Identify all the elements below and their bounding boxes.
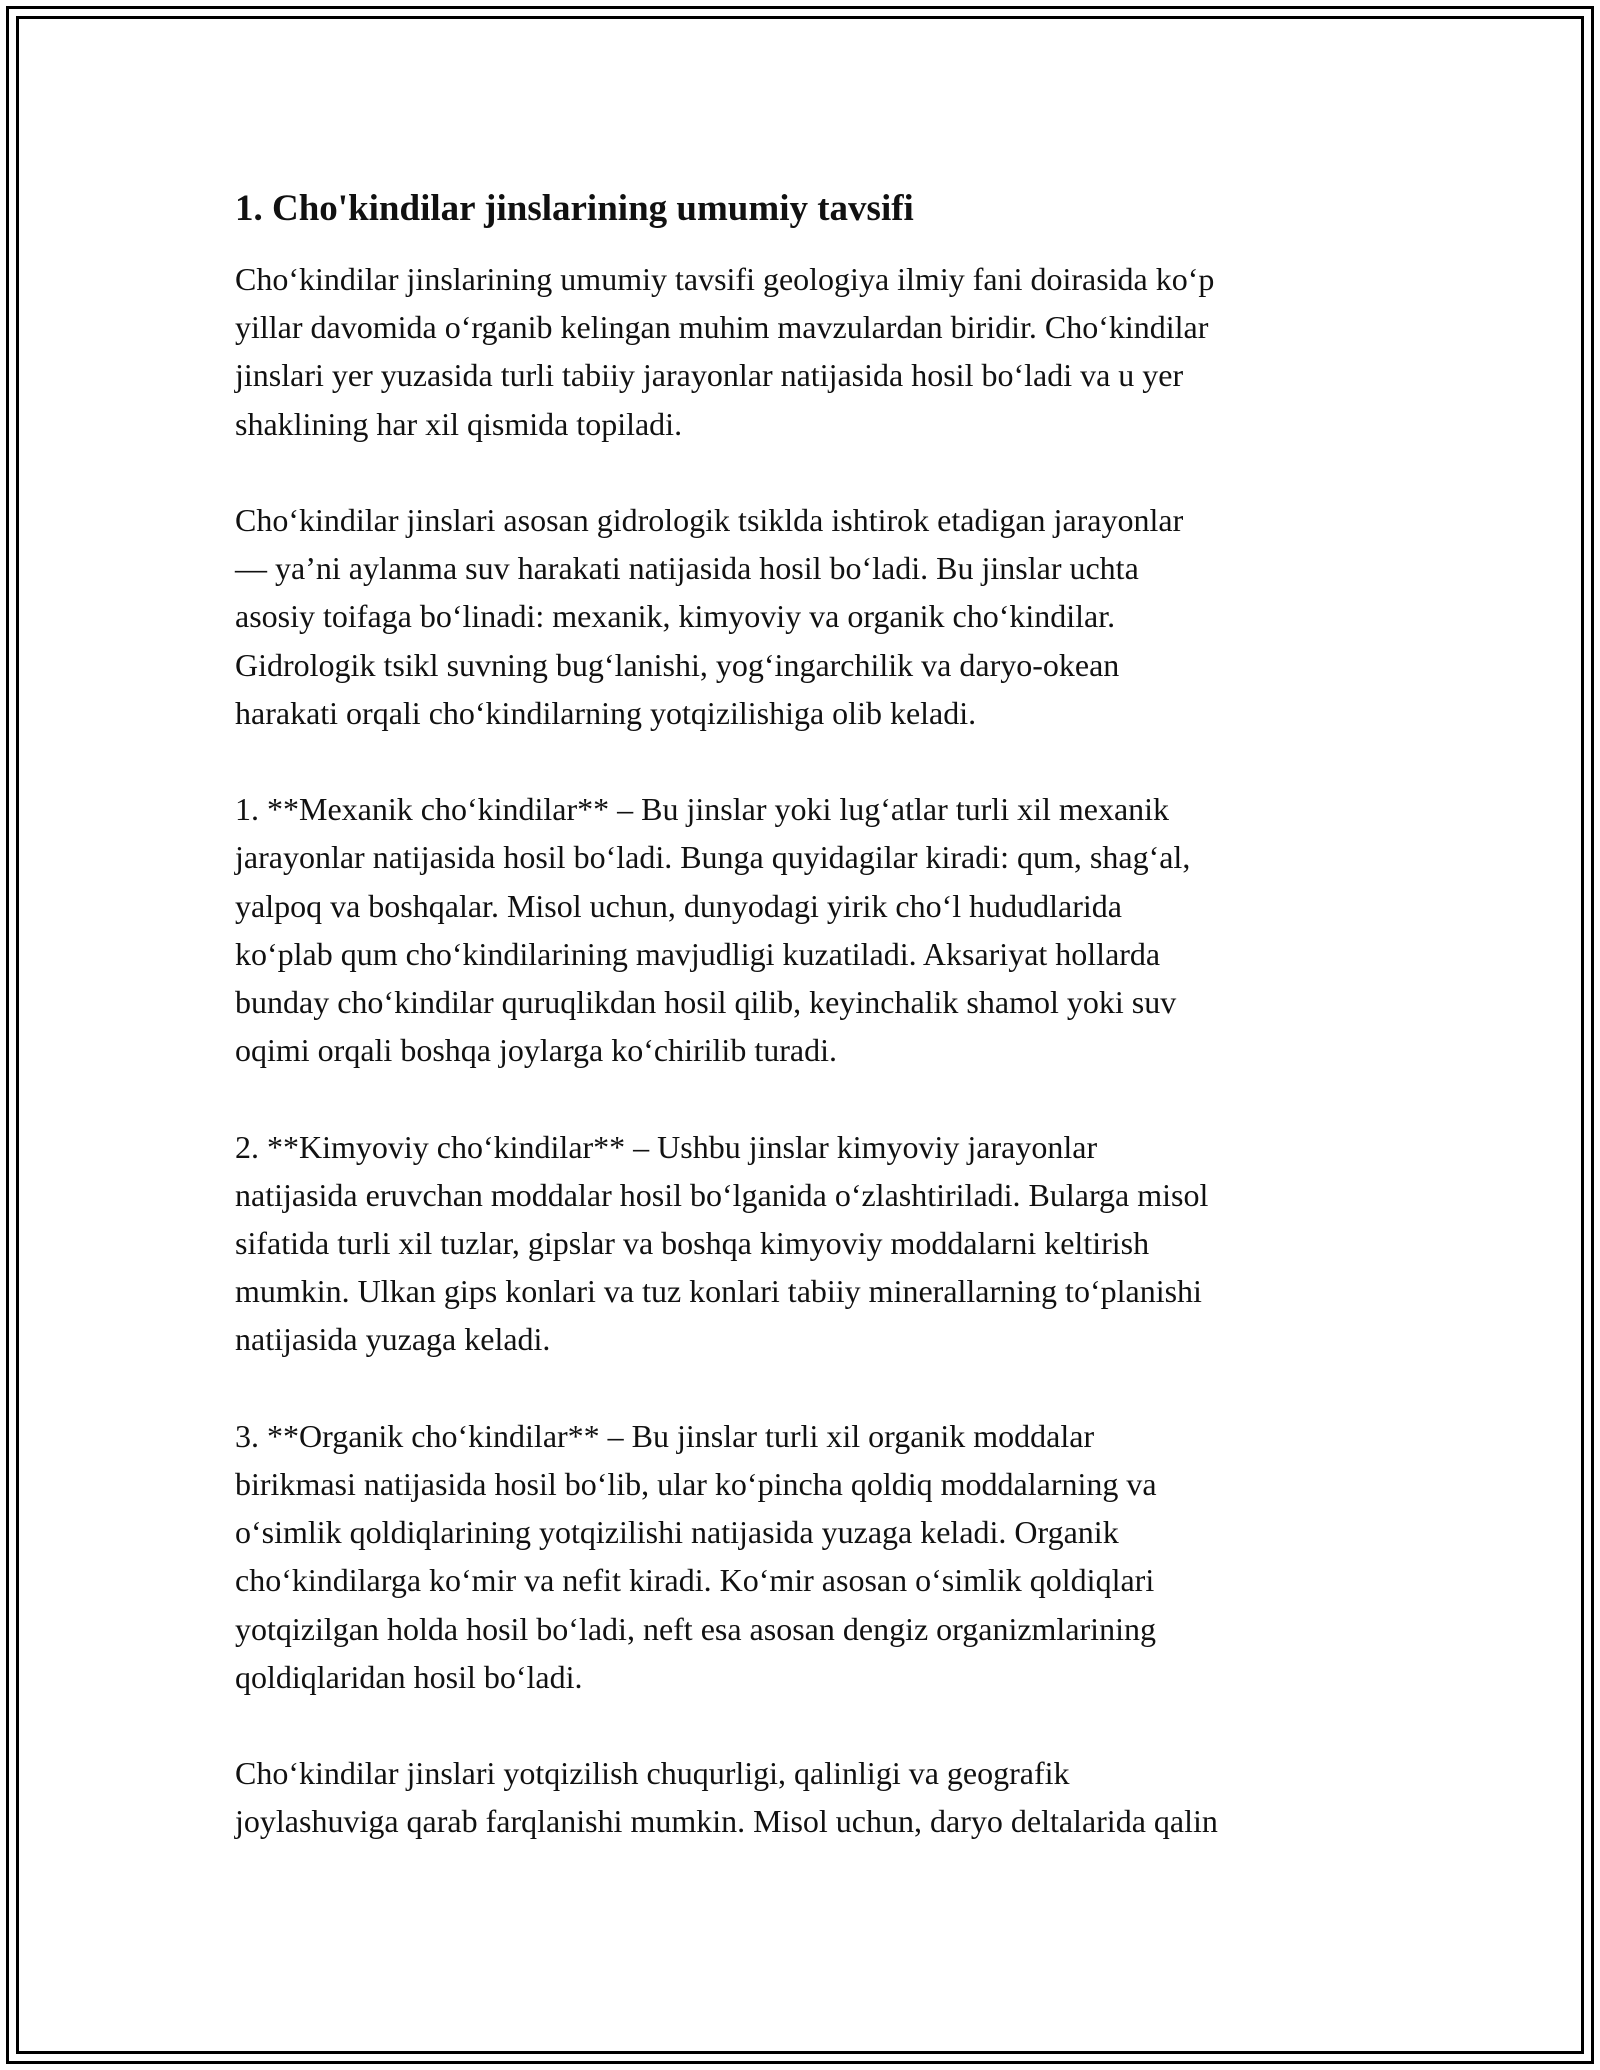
paragraph-hydrologic-cycle xyxy=(235,496,1375,737)
paragraph-line: 2. **Kimyoviy cho‘kindilar** – Ushbu jinslar kimyoviy jarayonlar xyxy=(235,1128,1098,1165)
paragraph-line: Gidrologik tsikl suvning bug‘lanishi, yog‘ingarchilik va daryo-okean xyxy=(235,646,1120,683)
paragraph-line: yotqizilgan holda hosil bo‘ladi, neft esa asosan dengiz organizmlarining xyxy=(235,1610,1156,1647)
paragraph-line: jinslari yer yuzasida turli tabiiy jarayonlar natijasida hosil bo‘ladi va u yer xyxy=(235,357,1184,394)
paragraph-line: Cho‘kindilar jinslarining umumiy tavsifi geologiya ilmiy fani doirasida ko‘p xyxy=(235,261,1215,297)
paragraph-line: jarayonlar natijasida hosil bo‘ladi. Bunga quyidagilar kiradi: qum, shag‘al, xyxy=(235,839,1191,876)
paragraph-line: natijasida yuzaga keladi. xyxy=(235,1321,551,1358)
paragraph-line: Cho‘kindilar jinslari yotqizilish chuqurligi, qalinligi va geografik xyxy=(235,1755,1070,1792)
paragraph-chemical xyxy=(235,1123,1375,1364)
paragraph-line: oqimi orqali boshqa joylarga ko‘chirilib turadi. xyxy=(235,1032,837,1069)
paragraph-line: birikmasi natijasida hosil bo‘lib, ular ko‘pincha qoldiq moddalarning va xyxy=(235,1466,1157,1503)
paragraph-line: harakati orqali cho‘kindilarning yotqizilishiga olib keladi. xyxy=(235,694,977,731)
paragraph-line: Cho‘kindilar jinslari asosan gidrologik tsiklda ishtirok etadigan jarayonlar xyxy=(235,502,1184,538)
paragraph-organic xyxy=(235,1412,1375,1701)
paragraph-line: 1. **Mexanik cho‘kindilar** – Bu jinslar yoki lug‘atlar turli xil mexanik xyxy=(235,791,1170,828)
paragraph-line: — ya’ni aylanma suv harakati natijasida hosil bo‘ladi. Bu jinslar uchta xyxy=(235,550,1139,587)
paragraph-line: sifatida turli xil tuzlar, gipslar va boshqa kimyoviy moddalarni keltirish xyxy=(235,1225,1150,1262)
paragraph-line: yalpoq va boshqalar. Misol uchun, dunyodagi yirik cho‘l hududlarida xyxy=(235,887,1122,924)
paragraph-line: 3. **Organik cho‘kindilar** – Bu jinslar turli xil organik moddalar xyxy=(235,1417,1095,1454)
paragraph-mechanical xyxy=(235,785,1375,1074)
document-body xyxy=(235,185,1375,1894)
paragraph-line: joylashuviga qarab farqlanishi mumkin. Misol uchun, daryo deltalarida qalin xyxy=(235,1803,1218,1840)
paragraph-line: mumkin. Ulkan gips konlari va tuz konlari tabiiy minerallarning to‘planishi xyxy=(235,1273,1202,1310)
paragraph-line: natijasida eruvchan moddalar hosil bo‘lganida o‘zlashtiriladi. Bularga misol xyxy=(235,1176,1209,1213)
document-title: 1. Cho'kindilar jinslarining umumiy tavsifi xyxy=(235,188,914,229)
paragraph-variation xyxy=(235,1749,1375,1845)
paragraph-line: shaklining har xil qismida topiladi. xyxy=(235,405,683,442)
paragraph-intro xyxy=(235,255,1375,448)
paragraph-line: ko‘plab qum cho‘kindilarining mavjudligi kuzatiladi. Aksariyat hollarda xyxy=(235,935,1161,972)
paragraph-line: cho‘kindilarga ko‘mir va nefit kiradi. Ko‘mir asosan o‘simlik qoldiqlari xyxy=(235,1562,1155,1599)
paragraph-line: yillar davomida o‘rganib kelingan muhim mavzulardan biridir. Cho‘kindilar xyxy=(235,309,1209,346)
paragraph-line: bunday cho‘kindilar quruqlikdan hosil qilib, keyinchalik shamol yoki suv xyxy=(235,984,1177,1021)
paragraph-line: asosiy toifaga bo‘linadi: mexanik, kimyoviy va organik cho‘kindilar. xyxy=(235,598,1116,635)
paragraph-line: o‘simlik qoldiqlarining yotqizilishi natijasida yuzaga keladi. Organik xyxy=(235,1514,1119,1551)
paragraph-line: qoldiqlaridan hosil bo‘ladi. xyxy=(235,1658,583,1695)
